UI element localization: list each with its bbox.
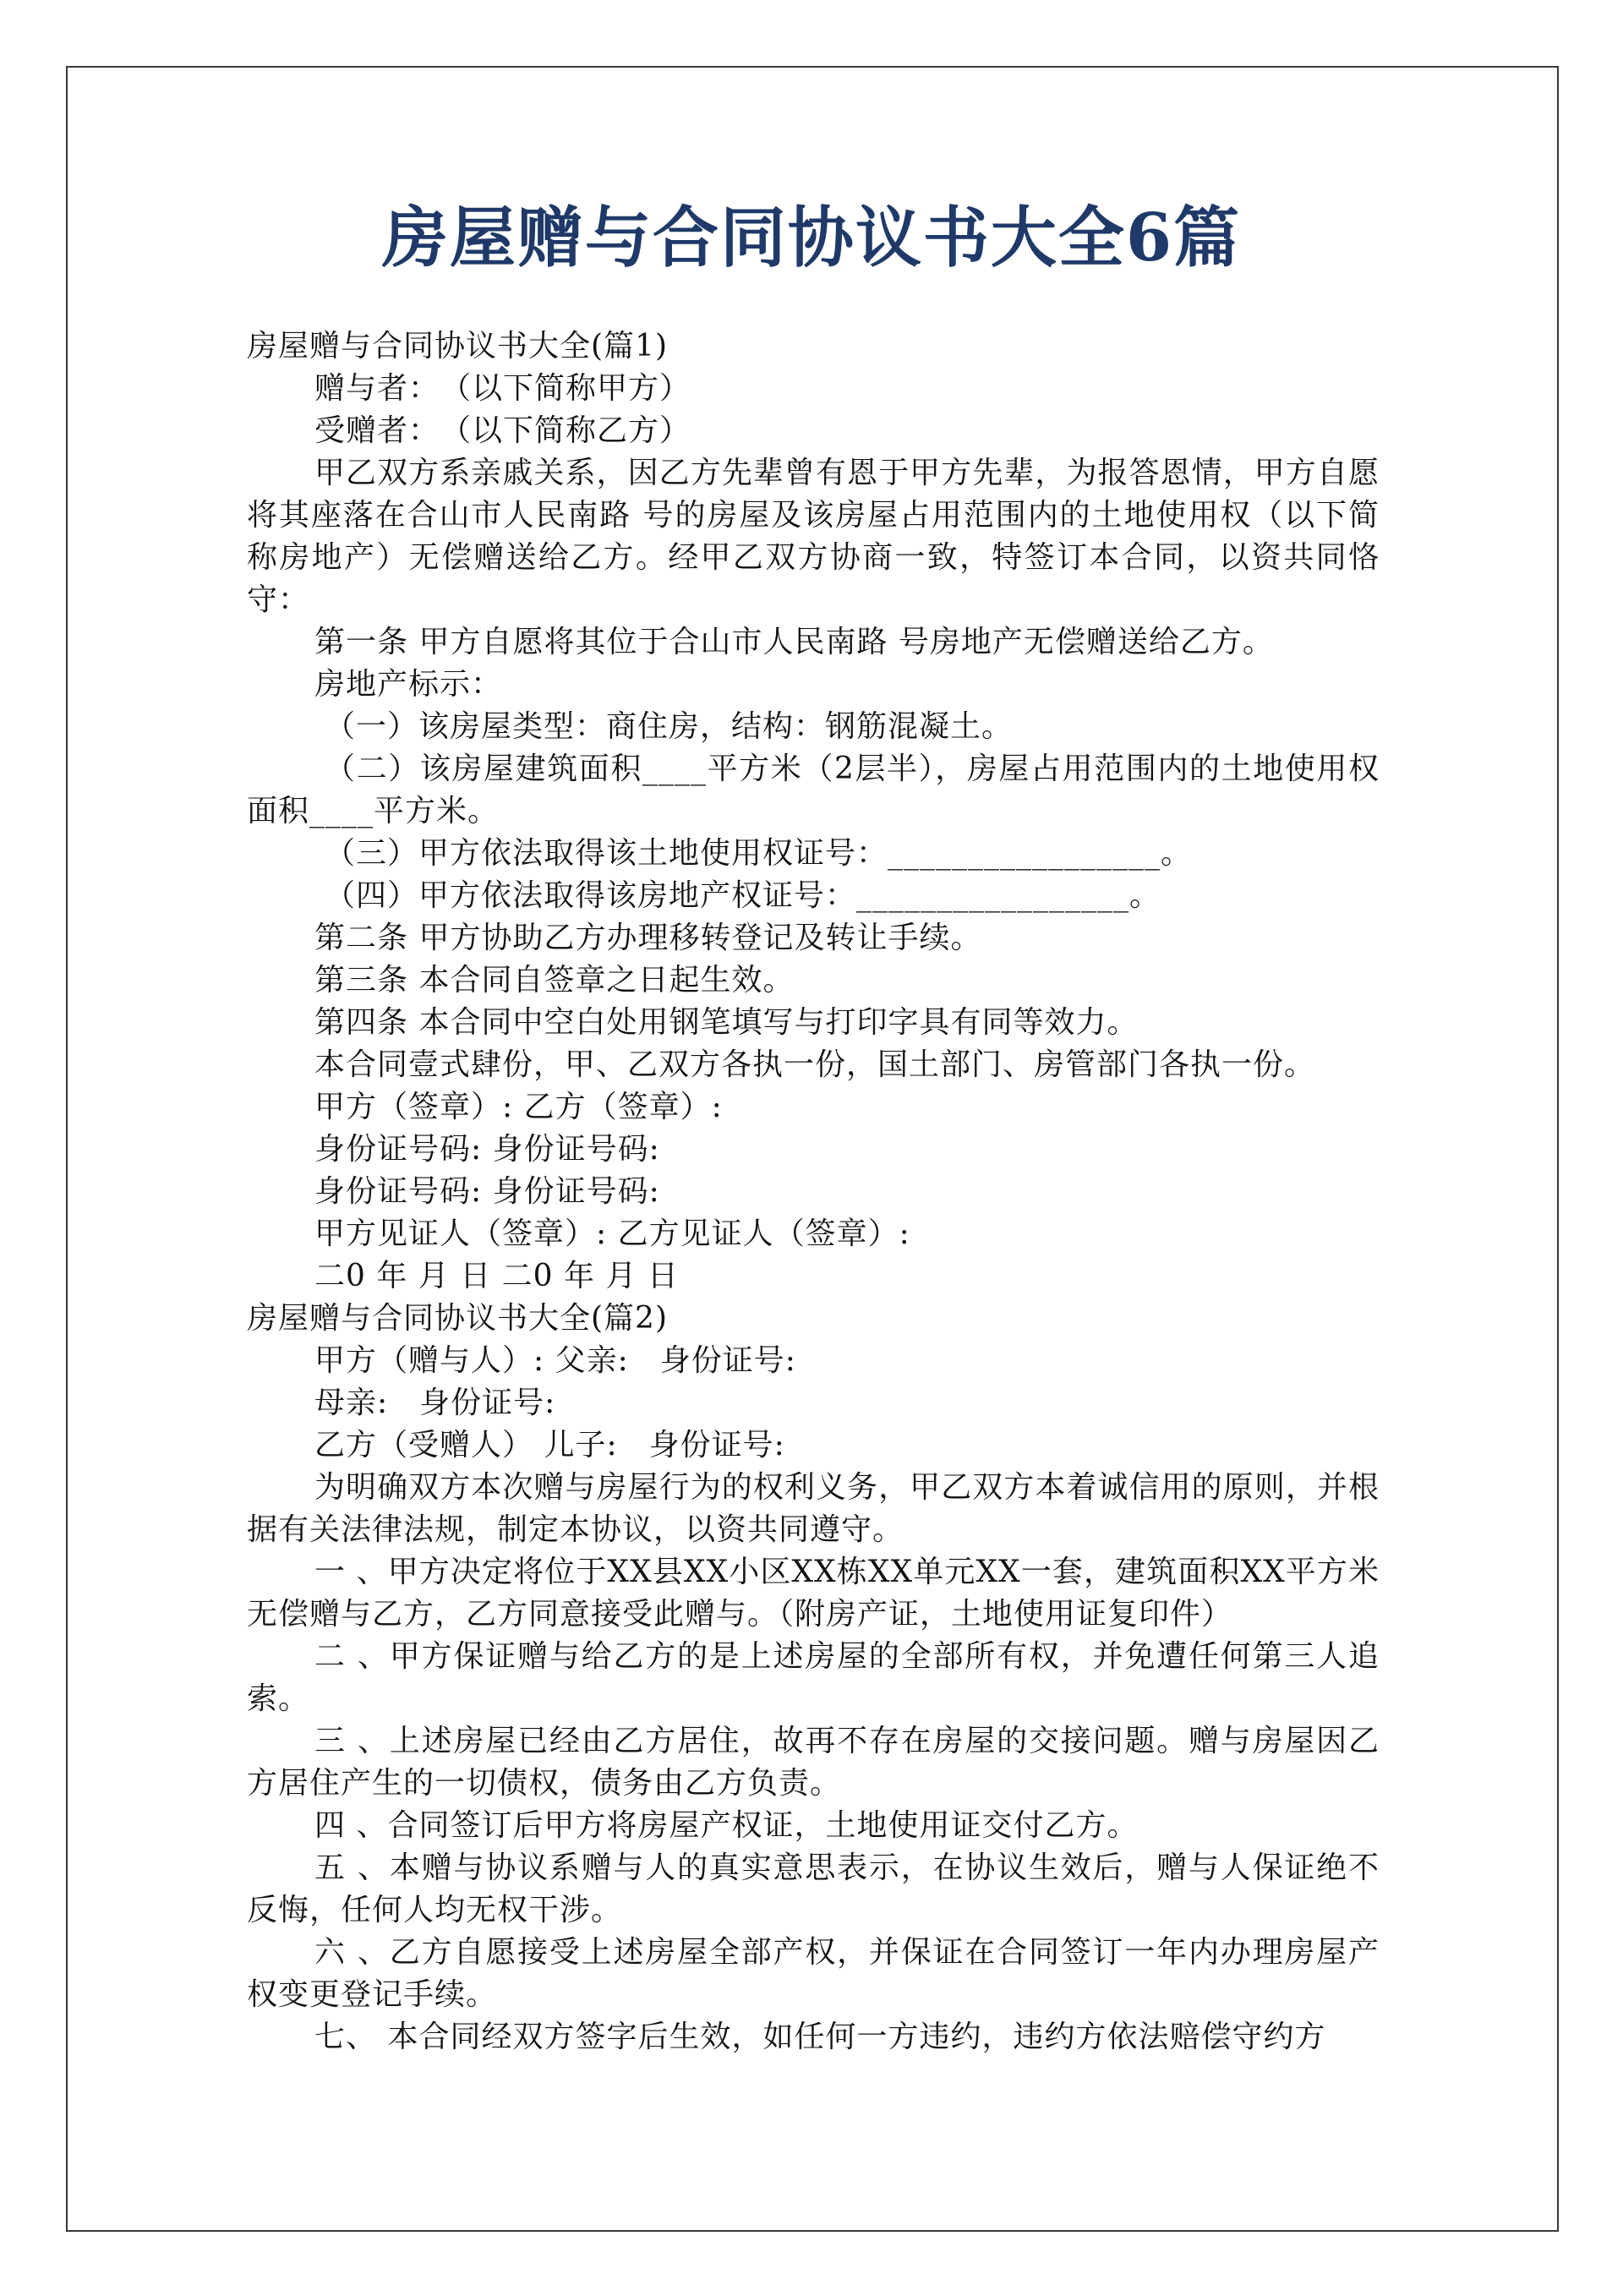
paragraph: （三）甲方依法取得该土地使用权证号：_________________。 (325, 836, 1193, 871)
paragraph: 甲乙双方系亲戚关系，因乙方先辈曾有恩于甲方先辈，为报答恩情，甲方自愿将其座落在合山市人民南路 号的房屋及该房屋占用范围内的土地使用权（以下简称房地产）无偿赠送给乙方。经甲乙双方协商一致，特签订本合同，以资共同恪守： (247, 456, 1380, 617)
paragraph: 第一条 甲方自愿将其位于合山市人民南路 号房地产无偿赠送给乙方。 (314, 625, 1274, 659)
signature-line: 甲方（签章）: 乙方（签章）: (314, 1090, 723, 1124)
paragraph: 为明确双方本次赠与房屋行为的权利义务，甲乙双方本着诚信用的原则，并根据有关法律法规，制定本协议，以资共同遵守。 (247, 1470, 1380, 1547)
paragraph: 五 、本赠与协议系赠与人的真实意思表示，在协议生效后，赠与人保证绝不反悔，任何人均无权干涉。 (247, 1850, 1380, 1927)
date-line: 二0 年 月 日 二0 年 月 日 (314, 1259, 679, 1293)
paragraph: 赠与者： （以下简称甲方） (314, 371, 691, 406)
paragraph: 四 、合同签订后甲方将房屋产权证，土地使用证交付乙方。 (314, 1808, 1139, 1843)
paragraph: 三 、上述房屋已经由乙方居住，故再不存在房屋的交接问题。赠与房屋因乙方居住产生的一切债权，债务由乙方负责。 (247, 1724, 1380, 1801)
paragraph: 第四条 本合同中空白处用钢笔填写与打印字具有同等效力。 (314, 1005, 1139, 1040)
document-body (247, 325, 1380, 2058)
paragraph: 六 、乙方自愿接受上述房屋全部产权，并保证在合同签订一年内办理房屋产权变更登记手续。 (247, 1935, 1380, 2012)
signature-line: 身份证号码: 身份证号码: (314, 1174, 660, 1209)
signature-line: 身份证号码: 身份证号码: (314, 1132, 660, 1167)
signature-line: 甲方见证人（签章）: 乙方见证人（签章）: (314, 1216, 910, 1251)
paragraph: 受赠者： （以下简称乙方） (314, 413, 691, 448)
paragraph: 母亲: 身份证号: (314, 1386, 556, 1420)
section-heading: 房屋赠与合同协议书大全(篇1) (247, 329, 668, 364)
paragraph: 第二条 甲方协助乙方办理移转登记及转让手续。 (314, 921, 982, 955)
paragraph: （一）该房屋类型：商住房，结构：钢筋混凝土。 (325, 709, 1014, 744)
section-heading: 房屋赠与合同协议书大全(篇2) (247, 1301, 668, 1336)
paragraph: 七、 本合同经双方签字后生效，如任何一方违约，违约方依法赔偿守约方 (314, 2020, 1326, 2054)
document-title: 房屋赠与合同协议书大全6篇 (381, 200, 1242, 276)
paragraph: （四）甲方依法取得该房地产权证号：_________________。 (325, 878, 1161, 913)
paragraph: 甲方（赠与人）: 父亲: 身份证号: (314, 1343, 796, 1378)
paragraph: （二）该房屋建筑面积____平方米（2层半），房屋占用范围内的土地使用权面积____平方米。 (247, 752, 1380, 828)
paragraph: 本合同壹式肆份，甲、乙双方各执一份，国土部门、房管部门各执一份。 (314, 1047, 1316, 1082)
paragraph: 第三条 本合同自签章之日起生效。 (314, 963, 795, 998)
paragraph: 房地产标示： (314, 667, 503, 702)
paragraph: 一 、甲方决定将位于XX县XX小区XX栋XX单元XX一套，建筑面积XX平方米无偿赠与乙方，乙方同意接受此赠与。（附房产证，土地使用证复印件） (247, 1555, 1380, 1632)
paragraph: 二 、甲方保证赠与给乙方的是上述房屋的全部所有权，并免遭任何第三人追索。 (247, 1639, 1380, 1716)
paragraph: 乙方（受赠人） 儿子: 身份证号: (314, 1428, 785, 1462)
